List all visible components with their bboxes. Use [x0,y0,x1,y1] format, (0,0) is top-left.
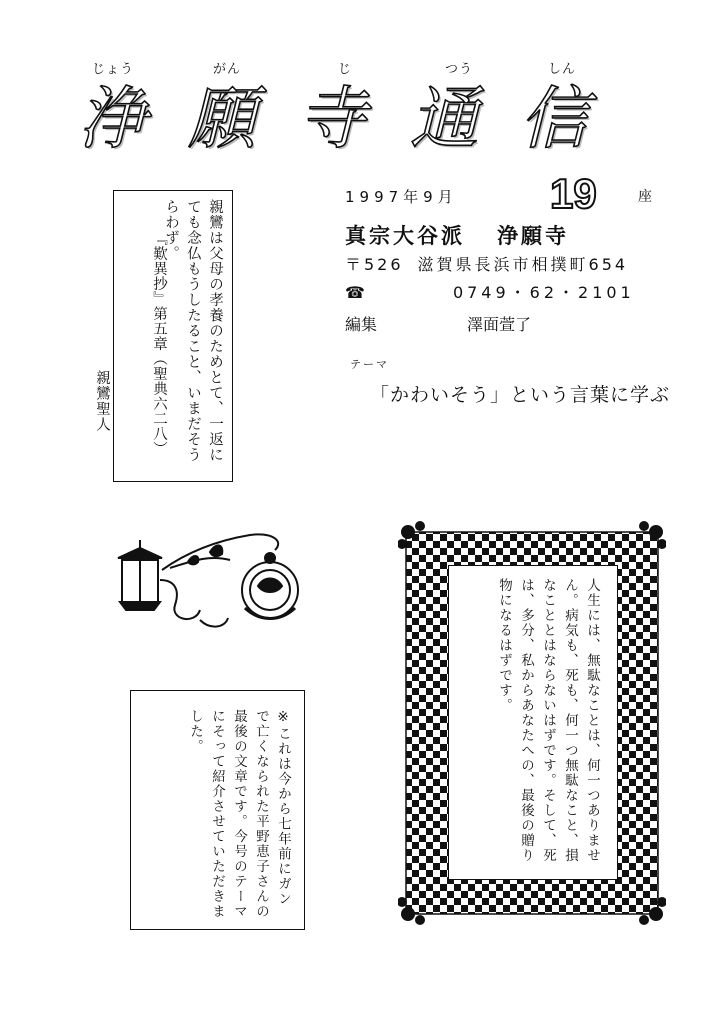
title-char-shin: 信 [520,80,589,159]
issue-date: 1997年9月 [345,188,458,206]
postal-code: 〒526 [345,255,404,274]
quote-box [113,190,233,482]
furigana-row [70,58,630,78]
tel-line [345,280,635,303]
issue-unit: 座 [638,189,652,205]
quote-source: 『歎異抄』第五章（聖典六二八） [151,231,167,456]
address-line [345,252,628,275]
furigana-gan: がん [213,62,242,77]
lantern-illustration-icon [100,510,310,640]
note-text: ※これは今から七年前にガンで亡くなられた平野恵子さんの最後の文章です。今号のテーマにそって紹介させていただきました。 [187,709,291,919]
title-char-gan: 願 [188,80,257,159]
issue-number: 19 [550,170,597,217]
newsletter-title [70,80,630,160]
poem-panel [448,565,618,880]
poem-text: 人生には、無駄なことは、何一つありません。病気も、死も、何一つ無駄なこと、損なこととはならないはずです。そして、死は、多分、私からあなたへの、最後の贈り物になるはずです。 [496,578,600,863]
title-char-ji: 寺 [298,80,367,159]
temple-name: 浄願寺 [497,224,569,248]
editor-name: 澤面萱了 [467,315,532,334]
theme-label: テーマ [350,358,389,371]
address: 滋賀県長浜市相撲町654 [417,255,629,274]
furigana-ji: じ [338,62,353,77]
quote-author: 親鸞聖人 [94,370,110,432]
theme-title: 「かわいそう」という言葉に学ぶ [370,384,671,406]
temple-sect: 真宗大谷派 [345,224,465,248]
furigana-shin: しん [548,62,577,77]
temple-line [345,220,569,250]
quote-text: 親鸞は父母の孝養のためとて、一返にても念仏もうしたること、いまだそうらわず。 [163,199,223,463]
phone-icon: ☎ [345,283,367,302]
furigana-jou: じょう [92,62,135,77]
title-char-tsuu: 通 [410,80,479,159]
furigana-tsuu: つう [445,62,474,77]
note-box [130,690,305,930]
title-char-jou: 浄 [78,80,147,159]
editor-label: 編集 [345,315,378,334]
tel-number: 0749・62・2101 [452,283,635,302]
editor-line [345,312,531,335]
masthead [70,58,630,168]
